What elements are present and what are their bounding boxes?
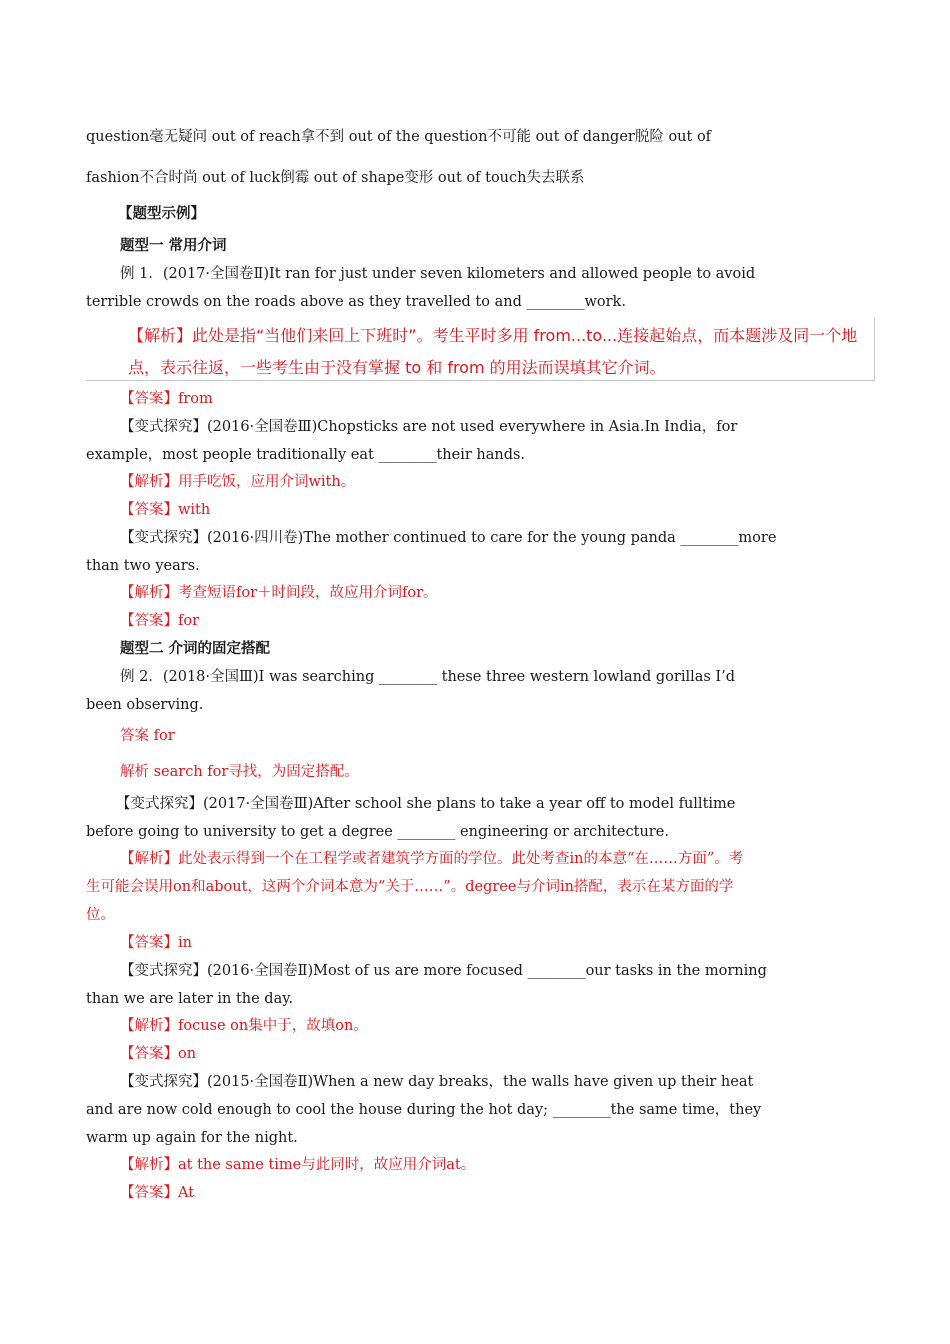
variant5-answer: 【答案】At xyxy=(120,1185,195,1201)
type1-heading: 题型一 常用介词 xyxy=(120,238,227,254)
variant3-line-2: before going to university to get a degree ________ engineering or architecture. xyxy=(86,824,669,840)
example2-answer: 答案 for xyxy=(120,728,175,744)
variant5-line-1: 【变式探究】(2015·全国卷Ⅱ)When a new day breaks，the walls have given up their heat xyxy=(120,1074,754,1090)
phrase-line-2: fashion不合时尚 out of luck倒霉 out of shape变形 out of touch失去联系 xyxy=(86,170,585,186)
variant2-analysis: 【解析】考查短语for＋时间段，故应用介词for。 xyxy=(120,585,438,601)
example1-analysis-text: 【解析】此处是指“当他们来回上下班时”。考生平时多用 from...to...连接起始点，而本题涉及同一个地点，表示往返，一些考生由于没有掌握 to 和 from 的用法而误填其它介词。 xyxy=(128,326,858,377)
variant1-answer: 【答案】with xyxy=(120,502,211,518)
variant2-line-2: than two years. xyxy=(86,558,200,574)
variant3-line-1: 【变式探究】(2017·全国卷Ⅲ)After school she plans to take a year off to model fulltime xyxy=(116,796,736,812)
variant3-analysis-3: 位。 xyxy=(86,907,115,923)
example1-line-2: terrible crowds on the roads above as they travelled to and ________work. xyxy=(86,294,626,310)
example1-analysis xyxy=(90,320,872,384)
example1-answer: 【答案】from xyxy=(120,391,213,407)
variant4-analysis: 【解析】focuse on集中于，故填on。 xyxy=(120,1018,368,1034)
variant3-answer: 【答案】in xyxy=(120,935,192,951)
type2-heading: 题型二 介词的固定搭配 xyxy=(120,641,271,657)
phrase-line-1: question毫无疑问 out of reach拿不到 out of the question不可能 out of danger脱险 out of xyxy=(86,129,712,145)
variant5-line-2: and are now cold enough to cool the house during the hot day; ________the same time，they xyxy=(86,1102,762,1118)
variant1-analysis: 【解析】用手吃饭，应用介词with。 xyxy=(120,474,356,490)
variant5-analysis: 【解析】at the same time与此同时，故应用介词at。 xyxy=(120,1157,476,1173)
example2-analysis: 解析 search for寻找，为固定搭配。 xyxy=(120,764,359,780)
section-heading: 【题型示例】 xyxy=(118,206,205,222)
variant4-line-1: 【变式探究】(2016·全国卷Ⅱ)Most of us are more focused ________our tasks in the morning xyxy=(120,963,767,979)
variant1-line-2: example，most people traditionally eat ________their hands. xyxy=(86,447,526,463)
variant1-line-1: 【变式探究】(2016·全国卷Ⅲ)Chopsticks are not used everywhere in Asia.In India，for xyxy=(120,419,738,435)
variant4-line-2: than we are later in the day. xyxy=(86,991,294,1007)
example2-line-2: been observing. xyxy=(86,697,204,713)
variant2-line-1: 【变式探究】(2016·四川卷)The mother continued to care for the young panda ________more xyxy=(120,530,777,546)
variant5-line-3: warm up again for the night. xyxy=(86,1130,298,1146)
variant2-answer: 【答案】for xyxy=(120,613,200,629)
example1-line-1: 例 1．(2017·全国卷Ⅱ)It ran for just under seven kilometers and allowed people to avoid xyxy=(120,266,756,282)
variant4-answer: 【答案】on xyxy=(120,1046,197,1062)
variant3-analysis-1: 【解析】此处表示得到一个在工程学或者建筑学方面的学位。此处考查in的本意“在……方面”。考 xyxy=(120,851,744,867)
example2-line-1: 例 2．(2018·全国Ⅲ)I was searching ________ these three western lowland gorillas I’d xyxy=(120,669,736,685)
variant3-analysis-2: 生可能会误用on和about，这两个介词本意为“关于……”。degree与介词in搭配，表示在某方面的学 xyxy=(86,879,734,895)
